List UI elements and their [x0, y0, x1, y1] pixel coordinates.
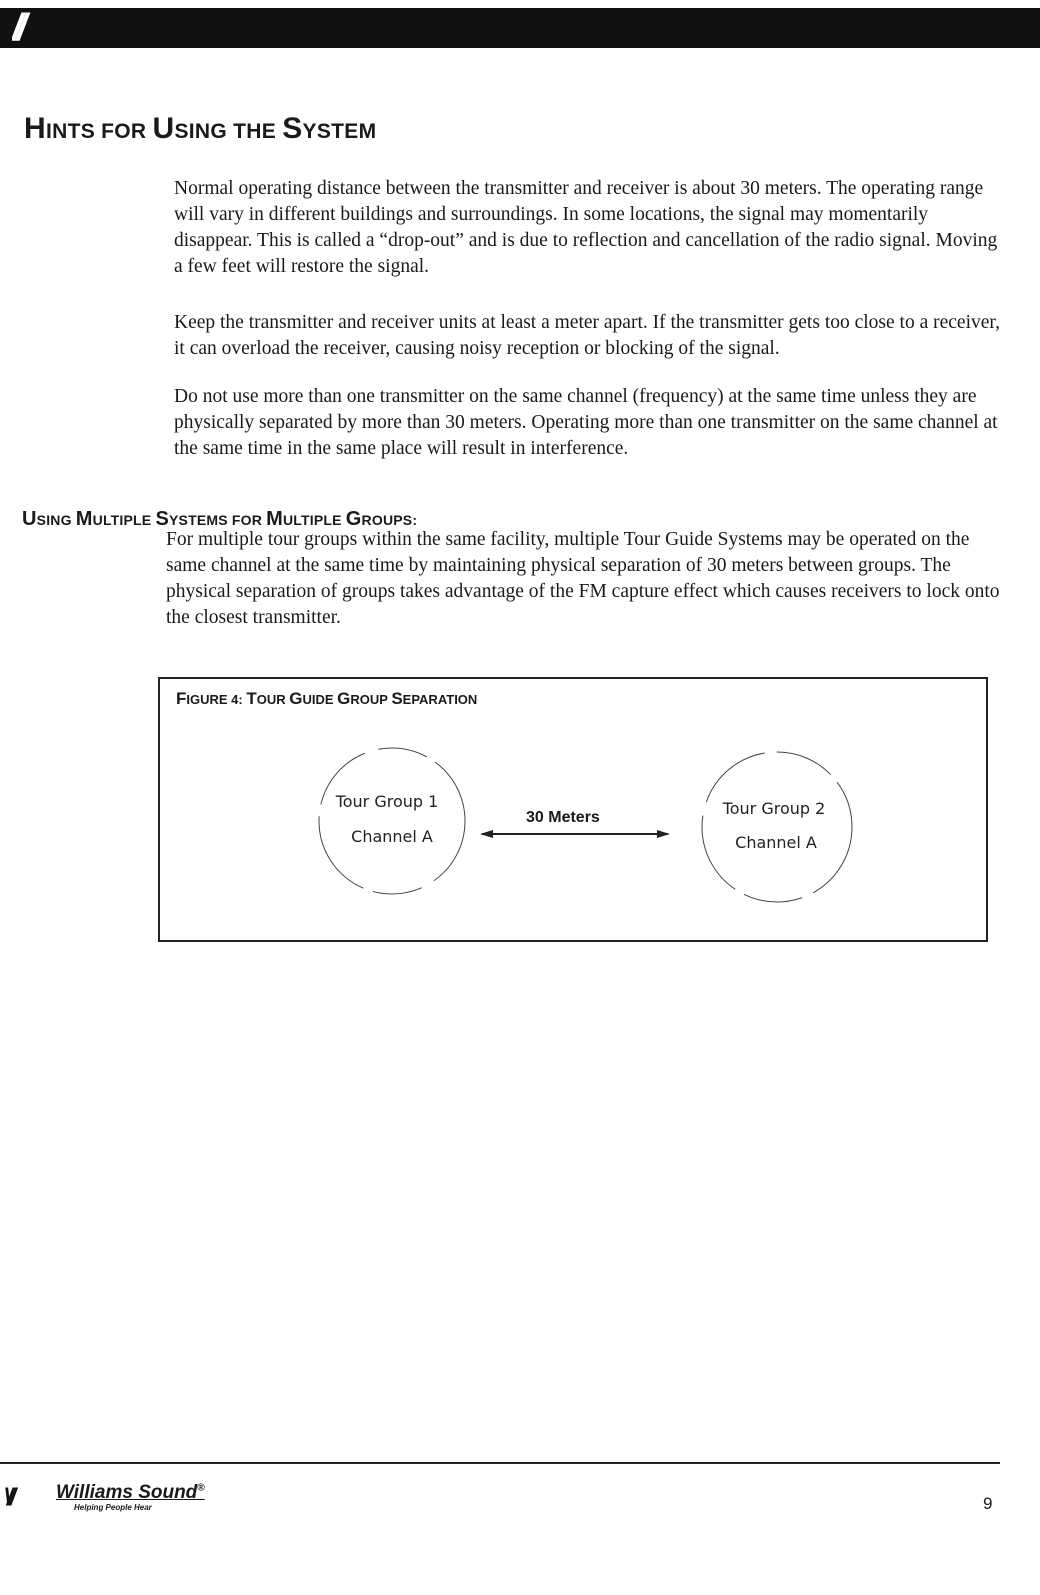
group-2-circle — [702, 752, 852, 902]
section-heading-hints — [24, 112, 376, 146]
group-2-channel: Channel A — [735, 833, 817, 852]
distance-label: 30 Meters — [526, 809, 600, 826]
heading-word: MULTIPLE — [266, 508, 346, 530]
arrow-left-head — [480, 830, 493, 838]
brand-tagline: Helping People Hear — [74, 1503, 152, 1512]
heading-word: FOR — [231, 512, 267, 528]
brand-name: Williams Sound® — [56, 1482, 205, 1503]
heading-word: SYSTEM — [282, 112, 377, 145]
paragraph-operating-distance: Normal operating distance between the transmitter and receiver is about 30 meters. The operating range will vary in different buildings and surroundings. In some locations, the signal may momentarily disappear. This is called a “drop-out” and is due to reflection and cancellation of the radio signal. Moving a few feet will restore the signal. — [174, 178, 998, 277]
group-1-circle — [319, 748, 465, 894]
heading-word: GROUPS: — [345, 508, 418, 530]
group-1-channel: Channel A — [351, 827, 433, 846]
paragraph-multiple-groups: For multiple tour groups within the same facility, multiple Tour Guide Systems may be operated on the same channel at the same time by maintaining physical separation of 30 meters between groups. The physical separation of groups takes advantage of the FM capture effect which causes receivers to lock onto the closest transmitter. — [166, 529, 1000, 628]
footer-rule — [0, 1462, 1000, 1464]
logo-mark: \// — [4, 1484, 13, 1511]
figure-title: FIGURE 4: TOUR GUIDE GROUP SEPARATION — [176, 689, 478, 708]
heading-word: USING — [22, 508, 76, 530]
heading-word: MULTIPLE — [75, 508, 156, 530]
heading-word: USING — [152, 112, 234, 145]
header-slash-mark: // — [12, 7, 22, 49]
header-bar — [0, 0, 1040, 48]
group-1-name: Tour Group 1 — [335, 792, 439, 811]
header-top-strip — [0, 0, 1040, 8]
group-2-name: Tour Group 2 — [722, 799, 826, 818]
paragraph-unit-separation: Keep the transmitter and receiver units at least a meter apart. If the transmitter gets too close to a receiver, it can overload the receiver, causing noisy reception or blocking of the signal. — [174, 312, 1000, 359]
paragraph-channel-interference: Do not use more than one transmitter on the same channel (frequency) at the same time unless they are physically separated by more than 30 meters. Operating more than one transmitter on the same channel at the same time in the same place will result in interference. — [174, 386, 998, 459]
heading-word: THE — [233, 120, 283, 143]
heading-word: FOR — [101, 120, 153, 143]
figure-group-separation — [158, 677, 988, 942]
page-number: 9 — [983, 1494, 993, 1513]
heading-word: HINTS — [24, 112, 102, 145]
arrow-right-head — [657, 830, 670, 838]
heading-word: SYSTEMS — [155, 508, 232, 530]
